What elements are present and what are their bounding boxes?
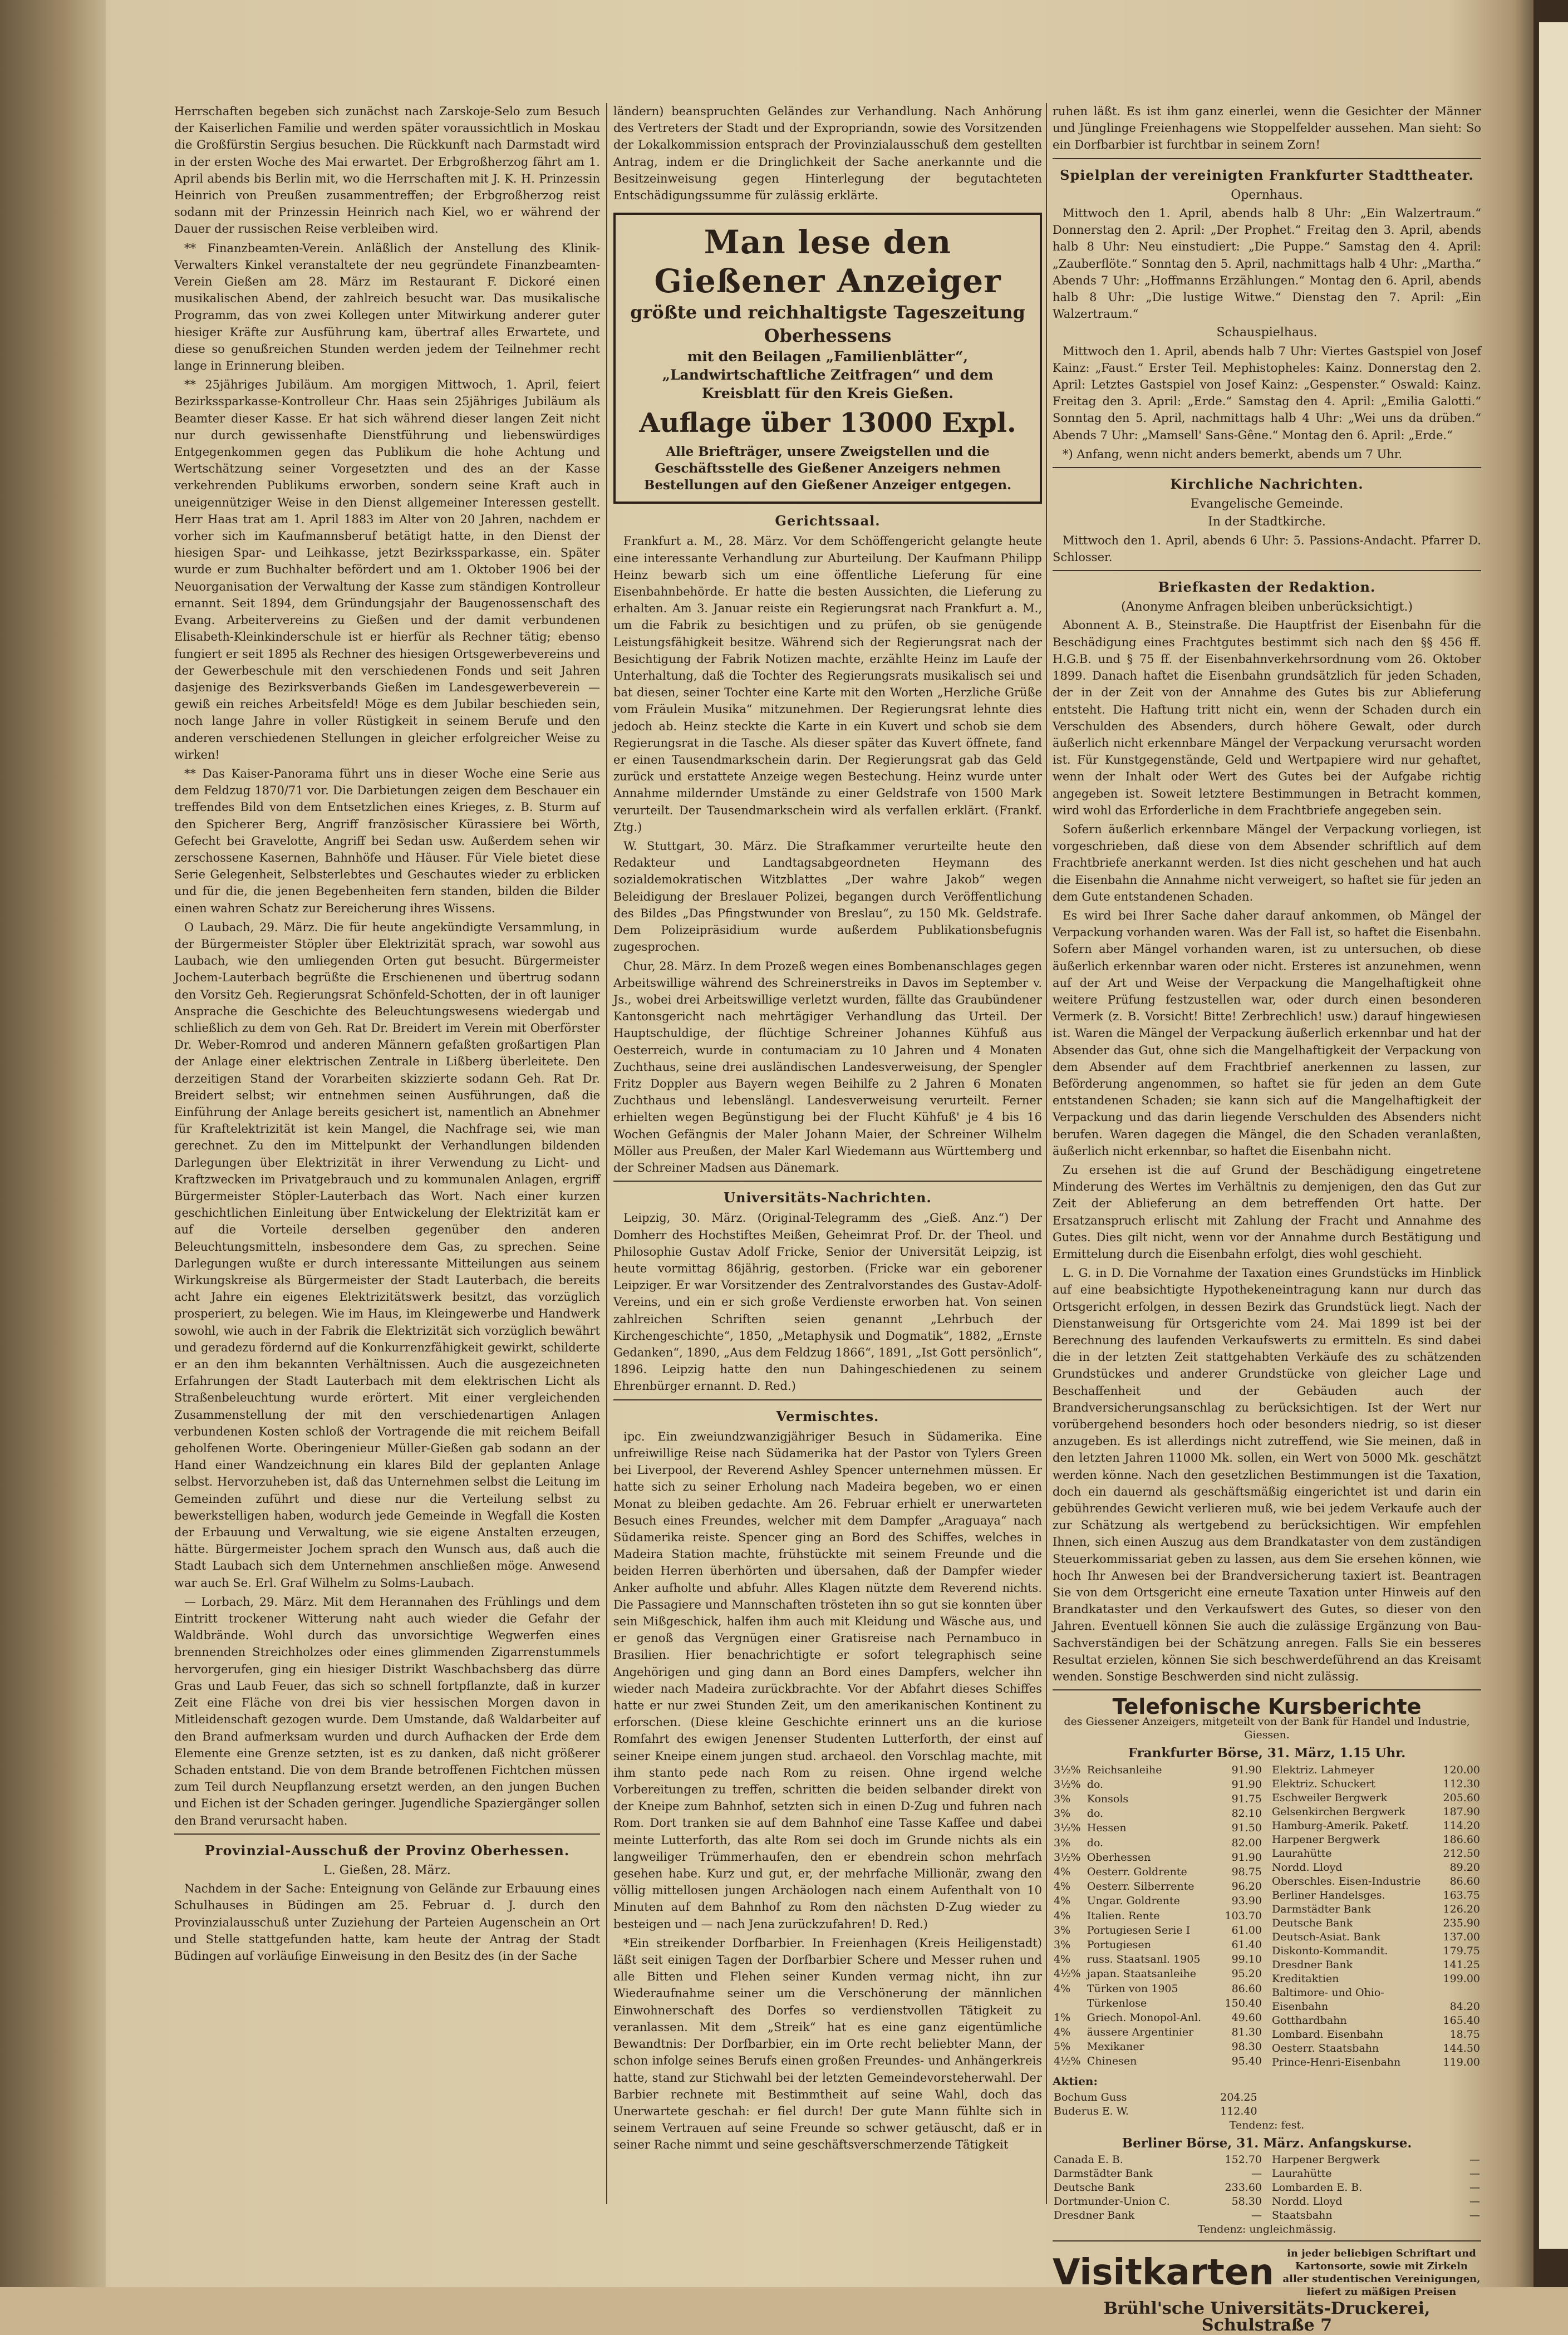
kurs-value: 99.10 xyxy=(1231,1953,1262,1966)
kurs-label: Türkenlose xyxy=(1087,1997,1147,2009)
kurs-row xyxy=(1053,1997,1263,2011)
briefkasten-answer-4: Zu ersehen ist die auf Grund der Beschädigung eingetretene Minderung des Wertes im Verhältnis zu demjenigen, den das Gut zur Zeit der Ablieferung an dem betreffenden Ort hatte. Der Ersatzanspruch erlischt mit Zahlung der Fracht und Annahme des Gutes. Dies gilt nicht, wenn vor der Annahme durch Bestätigung und Ermittelung durch die Eisenbahn erfolgt, dies wohl geschieht. xyxy=(1053,1163,1481,1261)
kurs-label: 4% xyxy=(1054,1895,1071,1908)
article-text: Herrschaften begeben sich zunächst nach Zarskoje-Selo zum Besuch der Kaiserlichen Familie und werden später voraussichtlich in Moskau die Großfürstin Sergius besuchen. Die Rückkunft nach Darmstadt wird in der ersten Woche des Mai erwartet. Der Erbgroßherzog fährt am 1. April abends bis Berlin mit, wo die Herrschaften mit J. K. H. Prinzessin Heinrich von Preußen zusammentreffen; der Erbgroßherzog reist sodann mit der Prinzessin Heinrich nach Kiel, wo er während der Dauer der russischen Reise verbleiben wird. xyxy=(174,105,600,236)
kurs-row xyxy=(1271,1930,1481,1944)
kurs-label: Diskonto-Kommandit. xyxy=(1272,1944,1388,1957)
kurs-label: Dresdner Bank xyxy=(1054,2209,1135,2222)
kurs-label: Chinesen xyxy=(1087,2055,1137,2068)
kurs-row xyxy=(1053,2026,1263,2040)
kurs-label: Oesterr. Staatsbahn xyxy=(1272,2042,1379,2054)
article-frankfurt: Frankfurt a. M., 28. März. Vor dem Schöffengericht gelangte heute eine interessante Verhandlung zur Aburteilung. Der Kaufmann Philipp Heinz bewarb sich um eine öffentliche Lieferung für eine Eisenbahnbehörde. Er hatte die besten Aussichten, die Lieferung zu erhalten. Am 3. Januar reiste ein Regierungsrat nach Frankfurt a. M., um die Fabrik zu besichtigen und zu prüfen, ob sie genügende Leistungsfähigkeit besitze. Während sich der Regierungsrat nach der Besichtigung der Fabrik Notizen machte, erzählte Heinz im Laufe der Unterhaltung, daß die Tochter des Regierungsrats musikalisch sei und bat diesen, seiner Tochter eine Karte mit den Worten „Herzliche Grüße vom Fräulein Musika“ mitzunehmen. Der Regierungsrat lehnte dies jedoch ab. Heinz steckte die Karte in ein Kuvert und schob sie dem Regierungsrat in die Tasche. Als dieser später das Kuvert öffnete, fand er einen Tausendmarkschein darin. Der Regierungsrat gab das Geld zurück und erstattete Anzeige wegen Bestechung. Heinz wurde unter Annahme mildernder Umstände zu einer Geldstrafe von 1500 Mark verurteilt. Der Tausendmarkschein wird als verfallen erklärt. (Frankf. Ztg.) xyxy=(613,534,1042,834)
schauspielhaus-program: Mittwoch den 1. April, abends halb 7 Uhr: Viertes Gastspiel von Josef Kainz: „Faust.“ Erster Teil. Mephistopheles: Kainz. Donnerstag den 2. April: Letztes Gastspiel von Josef Kainz: „Gespenster.“ Oswald: Kainz. Freitag den 3. April: „Erde.“ Samstag den 4. April: „Emilia Galotti.“ Sonntag den 5. April, nachmittags halb 4 Uhr: „Wei uns da drüben.“ Abends 7 Uhr: „Mamsell' Sans-Gêne.“ Montag den 6. April: „Erde.“ xyxy=(1053,344,1481,442)
berliner-boerse-heading: Berliner Börse, 31. März. Anfangskurse. xyxy=(1122,2135,1412,2151)
kurs-value: 119.00 xyxy=(1443,2056,1480,2068)
kurs-value: 163.75 xyxy=(1443,1889,1480,1901)
kurs-value: 212.50 xyxy=(1443,1847,1480,1860)
kurs-row xyxy=(1053,1807,1263,1821)
kurs-value: 150.40 xyxy=(1225,1997,1262,2009)
article-suedamerika: ipc. Ein zweiundzwanzigjähriger Besuch in Südamerika. Eine unfreiwillige Reise nach Südamerika hat der Pastor von Tylers Green bei Liverpool, der Reverend Ashley Spencer unternehmen müssen. Er hatte sich zu seiner Erholung nach Madeira begeben, wo er einen Monat zu bleiben gedachte. Am 26. Februar erhielt er unerwarteten Besuch eines Freundes, welcher mit dem Dampfer „Araguaya“ nach Südamerika reiste. Spencer ging an Bord des Schiffes, welches in Madeira Station machte, frühstückte mit seinem Freunde und die beiden Herren überhörten und übersahen, daß der Dampfer wieder Anker aufholte und abfuhr. Alles Klagen nützte dem Reverend nichts. Die Passagiere und Mannschaften trösteten ihn so gut sie konnten über sein Mißgeschick, halfen ihm auch mit Kleidung und Wäsche aus, und er genoß das Vergnügen einer Gratisreise nach Pernambuco in Brasilien. Hier benachrichtigte er sofort telegraphisch seine Angehörigen und ging dann an Bord eines Dampfers, welcher ihn wieder nach Madeira zurückbrachte. Vor der Abfahrt dieses Schiffes hatte er nur zwei Stunden Zeit, um den amerikanischen Kontinent zu erforschen. (Diese kleine Geschichte erinnert uns an die kuriose Romfahrt des ewigen Jenenser Studenten Lutterforth, der einst auf seiner Kneipe einem jungen stud. archaeol. den Vorschlag machte, mit ihm stanto pede nach Rom zu reisen. Ohne irgend welche Vorbereitungen zu treffen, schritten die beiden selbander direkt von der Kneipe zum Bahnhof, setzten sich in einen D-Zug und fuhren nach Rom. Dort tranken sie auf dem Bahnhof eine Tasse Kaffee und dabei meinte Lutterforth, das alte Rom sei doch im Grunde nichts als ein langweiliger Trümmerhaufen, den er ebendrein schon mehrfach gesehen habe. Kurz und gut, er, der mehrfache Millionär, zwang den völlig mittellosen jungen Archäologen nach einem Aufenthalt von 10 Minuten auf dem Bahnhof zu Rom den nächsten D-Zug wieder zu besteigen und — nach Jena zurückzufahren! D. Red.) xyxy=(613,1429,1042,1931)
column-rule-2 xyxy=(1046,103,1047,2204)
kurs-row xyxy=(1271,1889,1481,1903)
kurs-row xyxy=(1053,2054,1263,2069)
article-provinzial: Nachdem in der Sache: Enteignung von Gelände zur Erbauung eines Schulhauses in Büdingen am 25. Februar d. J. durch den Provinzialausschuß unter Zuziehung der Parteien Augenschein an Ort und Stelle stattgefunden hatte, kam heute der Antrag der Stadt Büdingen auf vorläufige Einweisung in den Besitz des (in der Sache xyxy=(174,1882,600,1963)
kurs-label: 4% xyxy=(1054,1866,1071,1878)
kurs-label: Dortmunder-Union C. xyxy=(1054,2195,1170,2208)
kurs-value: 179.75 xyxy=(1443,1944,1480,1957)
kurs-row xyxy=(1053,1894,1263,1909)
kurs-label: do. xyxy=(1087,1778,1104,1791)
divider xyxy=(1053,158,1481,159)
kurs-row xyxy=(1053,2181,1263,2195)
kurs-row xyxy=(1271,1819,1481,1833)
kurs-label: 4% xyxy=(1054,1880,1071,1893)
kurs-label: Oesterr. Silberrente xyxy=(1087,1880,1195,1893)
kursberichte-subtitle: des Giessener Anzeigers, mitgeteilt von der Bank für Handel und Industrie, Giessen. xyxy=(1064,1715,1470,1742)
aktien-label: Aktien: xyxy=(1053,2074,1098,2088)
kurs-value: — xyxy=(1469,2195,1480,2208)
kurs-label xyxy=(1053,1997,1086,2011)
ad-supplements: mit den Beilagen „Familienblätter“, „Landwirtschaftliche Zeitfragen“ und dem Kreisblatt für den Kreis Gießen. xyxy=(662,348,994,402)
kurs-label: Ungar. Goldrente xyxy=(1087,1895,1180,1908)
divider xyxy=(1053,570,1481,571)
advertisement-giessener-anzeiger xyxy=(613,213,1042,504)
kurs-label: Deutsch-Asiat. Bank xyxy=(1272,1930,1381,1943)
article-leipzig: Leipzig, 30. März. (Original-Telegramm des „Gieß. Anz.“) Der Domherr des Hochstiftes Meißen, Geheimrat Prof. Dr. der Theol. und Philosophie Gustav Adolf Fricke, Senior der Universität Leipzig, ist heute vormittag 86jährig, gestorben. (Fricke war ein geborener Leipziger. Er war Vorsitzender des Zentralvorstandes des Gustav-Adolf-Vereins, und ein er sich große Verdienste erworben hat. Von seinen zahlreichen Schriften seien genannt „Lehrbuch der Kirchengeschichte“, 1850, „Metaphysik und Dogmatik“, 1882, „Ernste Gedanken“, 1890, „Aus dem Feldzug 1866“, 1891, „Ist Gott persönlich“, 1896. Leipzig hatte den nun Dahingeschiedenen zu seinem Ehrenbürger ernannt. D. Red.) xyxy=(613,1211,1042,1393)
kurs-row xyxy=(1271,1916,1481,1930)
section-heading-provinzial: Provinzial-Ausschuß der Provinz Oberhessen. xyxy=(204,1842,570,1859)
kurs-label: Baltimore- und Ohio- xyxy=(1272,1986,1384,1999)
article-stuttgart: W. Stuttgart, 30. März. Die Strafkammer verurteilte heute den Redakteur und Landtagsabgeordneten Heymann des sozialdemokratischen Witzblattes „Der wahre Jakob“ wegen Beleidigung der Breslauer Polizei, begangen durch Veröffentlichung des Bildes „Das Pfingstwunder von Breslau“, zu 150 Mk. Geldstrafe. Dem Polizeipräsidium wurde außerdem Publikationsbefugnis zugesprochen. xyxy=(613,839,1042,954)
briefkasten-answer-1: Abonnent A. B., Steinstraße. Die Hauptfrist der Eisenbahn für die Beschädigung eines Frachtgutes bestimmt sich nach den §§ 456 ff. H.G.B. und § 75 ff. der Eisenbahnverkehrsordnung vom 26. Oktober 1899. Danach haftet die Eisenbahn grundsätzlich für jeden Schaden, der in der Zeit von der Annahme des Gutes bis zur Ablieferung entsteht. Die Haftung tritt nicht ein, wenn der Schaden durch ein Verschulden des Absenders, durch höhere Gewalt, oder durch äußerlich nicht erkennbare Mängel der Verpackung verursacht worden ist. Für Kunstgegenstände, Geld und Wertpapiere wird nur gehaftet, wenn der Inhalt oder Wert des Gutes bei der Aufgabe richtig angegeben ist. Soweit letztere Bestimmungen in Betracht kommen, wird wohl das Erforderliche in dem Frachtbriefe angegeben sein. xyxy=(1053,618,1481,817)
divider xyxy=(1053,1689,1481,1690)
kurs-label: 3½% xyxy=(1054,1778,1081,1791)
kurs-value: 81.30 xyxy=(1231,2026,1262,2039)
kurs-label: Mexikaner xyxy=(1087,2041,1144,2053)
kurs-tables xyxy=(1053,1763,1481,2069)
kurs-value: 204.25 xyxy=(1220,2091,1257,2103)
kurs-row xyxy=(1053,2167,1263,2181)
divider xyxy=(613,1399,1042,1400)
kurs-row xyxy=(1053,2040,1263,2054)
kurs-row xyxy=(1271,2209,1481,2223)
kurs-value: 91.75 xyxy=(1231,1793,1262,1806)
kurs-row xyxy=(1053,2153,1263,2167)
kurs-label: Buderus E. W. xyxy=(1054,2105,1129,2117)
kurs-value: 58.30 xyxy=(1231,2195,1262,2208)
kurs-value: 95.40 xyxy=(1231,2055,1262,2068)
kurs-label: 4% xyxy=(1054,1953,1071,1966)
kurs-label: Dresdner Bank xyxy=(1272,1958,1353,1971)
kurs-label: Hessen xyxy=(1087,1822,1127,1835)
kurs-value: 112.30 xyxy=(1443,1777,1480,1790)
kurs-label: Hamburg-Amerik. Paketf. xyxy=(1272,1819,1409,1832)
kurs-label: äussere Argentinier xyxy=(1087,2026,1194,2039)
kurs-value: 82.10 xyxy=(1231,1807,1262,1820)
briefkasten-note: (Anonyme Anfragen bleiben unberücksichtigt.) xyxy=(1121,600,1413,615)
kurs-value: 18.75 xyxy=(1449,2028,1480,2041)
berlin-tables xyxy=(1053,2153,1481,2223)
article-dorfbarbier: *Ein streikender Dorfbarbier. In Freienhagen (Kreis Heiligenstadt) läßt seit einigen Tagen der Dorfbarbier Schere und Messer ruhen und alle Bitten und Flehen seiner Kunden vermag nicht, ihn zur Wiederaufnahme seiner um die Verschönerung der männlichen Einwohnerschaft des Dorfes so verdienstvollen Tätigkeit zu veranlassen. Mit dem „Streik“ hat es eine ganz eigentümliche Bewandtnis: Der Dorfbarbier, ein im Orte recht beliebter Mann, der schon infolge seines Berufs einen großen Freundes- und Anhängerkreis hatte, stand zur Stichwahl bei der letzten Gemeindevorsteherwahl. Der Barbier rechnete mit Bestimmtheit auf seine Wahl, doch das Unerwartete geschah: er fiel durch! Der gute Mann fühlte sich in seinem Vertrauen auf seine Freunde so schwer getäuscht, daß er in seiner Rache nimmt und seine geschäftsverschmerzende Tätigkeit xyxy=(613,1936,1042,2152)
briefkasten-answer-3: Es wird bei Ihrer Sache daher darauf ankommen, ob Mängel der Verpackung vorhanden waren. Was der Fall ist, so haftet die Eisenbahn. Sofern aber Mängel vorhanden waren, ist zu untersuchen, ob diese äußerlich erkennbar waren oder nicht. Ersteres ist anzunehmen, wenn auf der Art und Weise der Verpackung die Mangelhaftigkeit ohne weitere Prüfung festzustellen war, oder durch einen besonderen Vermerk (z. B. Vorsicht! Bitte! Zerbrechlich! usw.) darauf hingewiesen ist. Waren die Mängel der Verpackung äußerlich erkennbar und hat der Absender das Gut, ohne sich die Mangelhaftigkeit der Verpackung von dem Absender auf dem Frachtbrief anerkennen zu lassen, zur Beförderung angenommen, so haftet sie für jeden an dem Gute entstandenen Schaden; sie kann sich auf die Mangelhaftigkeit der Verpackung und das darin liegende Verschulden des Absenders nicht berufen. Waren dagegen die Mängel, die den Schaden veranlaßten, äußerlich nicht erkennbar, so haftet die Eisenbahn nicht. xyxy=(1053,908,1481,1158)
kurs-value: 137.00 xyxy=(1443,1930,1480,1943)
kurs-value: 96.20 xyxy=(1231,1880,1262,1893)
kurs-label: Oberschles. Eisen-Industrie xyxy=(1272,1875,1421,1887)
kurs-value: 199.00 xyxy=(1443,1972,1480,1985)
kurs-row xyxy=(1053,1836,1263,1851)
kurs-value: — xyxy=(1251,2209,1262,2222)
article-text: ländern) beanspruchten Geländes zur Verhandlung. Nach Anhörung des Vertreters der Stadt und der Expropriandn, sowie des Vorsitzenden der Lokalkommission entsprach der Provinzialausschuß dem gestellten Antrag, indem er die Dringlichkeit der Sache anerkannte und die Besitzeinweisung gegen Hinterlegung der begutachteten Entschädigungssumme für zulässig erklärte. xyxy=(613,105,1042,203)
article-kaiser-panorama: ** Das Kaiser-Panorama führt uns in dieser Woche eine Serie aus dem Feldzug 1870/71 vor. Die Darbietungen zeigen dem Beschauer ein treffendes Bild von dem Entsetzlichen eines Krieges, z. B. Sturm auf den Spicherer Berg, Angriff französischer Kürassiere bei Wörth, Gefecht bei Gravelotte, Angriff bei Sedan usw. Außerdem sehen wir zerschossene Kasernen, Bahnhöfe und Häuser. Für Viele bietet diese Serie Gelegenheit, Selbsterlebtes und Geschautes wieder zu erblicken und für die, die jenen Begebenheiten fern standen, bilden die Bilder einen wahren Schatz zur Bereicherung ihres Wissens. xyxy=(174,766,600,915)
kurs-value: 98.75 xyxy=(1231,1866,1262,1878)
article-jubilaeum: ** 25jähriges Jubiläum. Am morgigen Mittwoch, 1. April, feiert Bezirkssparkasse-Kontrolleur Chr. Haas sein 25jähriges Jubiläum als Beamter dieser Kasse. Er hat sich während dieser langen Zeit nicht nur durch gewissenhafte Dienstführung und liebenswürdiges Entgegenkommen gegen das Publikum die hohe Achtung und Wertschätzung seiner Vorgesetzten und des an der Kasse verkehrenden Publikums erworben, sondern seine Kraft auch in uneigennütziger Weise in den Dienst allgemeiner Interessen gestellt. Herr Haas trat am 1. April 1883 im Alter von 20 Jahren, nachdem er vorher sich im Kaufmannsberuf betätigt hatte, in den Dienst der hiesigen Spar- und Leihkasse, jetzt Bezirkssparkasse, ein. Später wurde er zum Buchhalter befördert und am 1. Oktober 1906 bei der Neuorganisation der Verwaltung der Kasse zum ständigen Kontrolleur ernannt. Seit 1894, dem Gründungsjahr der Baugenossenschaft des Evang. Arbeitervereins zu Gießen und der damit verbundenen Elisabeth-Kleinkinderschule ist er hierfür als Rechner tätig; ebenso fungiert er seit 1895 als Rechner des hiesigen Ortsgewerbevereins und der Gewerbeschule mit den verschiedenen Fonds und seit Jahren dasjenige des Bezirksverbands Gießen im Landesgewerbeverein — gewiß ein reiches Arbeitsfeld! Möge es dem Jubilar beschieden sein, noch lange Jahre in voller Rüstigkeit in seinem Berufe und den anderen verschiedenen Stellungen in gleicher erfolgreicher Weise zu wirken! xyxy=(174,378,600,761)
kurs-row xyxy=(1271,1847,1481,1861)
kurs-label: Italien. Rente xyxy=(1087,1909,1160,1922)
kurs-label: Elektriz. Schuckert xyxy=(1272,1777,1375,1790)
column-rule-1 xyxy=(606,103,607,2204)
article-laubach: O Laubach, 29. März. Die für heute angekündigte Versammlung, in der Bürgermeister Stöpler über Elektrizität sprach, war sowohl aus Laubach, wie den umliegenden Orten gut besucht. Bürgermeister Jochem-Lauterbach begrüßte die Erschienenen und übertrug sodann den Vorsitz Geh. Regierungsrat Schönfeld-Schotten, der in oft launiger Ansprache die Geschichte des Beleuchtungswesens wiedergab und schließlich zu dem von Geh. Rat Dr. Breidert im Verein mit Oberförster Dr. Weber-Romrod und anderen Männern gefaßten großartigen Plan der Anlage einer elektrischen Zentrale in Lißberg überleitete. Den derzeitigen Stand der Vorarbeiten skizzierte sodann Geh. Rat Dr. Breidert selbst; wir entnehmen seinen Ausführungen, daß die Einführung der Anlage bereits gesichert ist, namentlich an Abnehmer für Kraftelektrizität ist kein Mangel, die Nachfrage sei, wie man gerechnet. Zu den im Mittelpunkt der Verhandlungen bildenden Darlegungen über Elektrizität in ihrer Verwendung zu Licht- und Kraftzwecken im Privatgebrauch und zu kommunalen Anlagen, ergriff Bürgermeister Stöpler-Lauterbach das Wort. Nach einer kurzen geschichtlichen Einleitung über Entwickelung der Elektrizität kam er auf die Vorteile derselben gegenüber den anderen Beleuchtungsmitteln, insbesondere dem Gas, zu sprechen. Seine Darlegungen wußte er durch interessante Mitteilungen aus seinem Wirkungskreise als Bürgermeister der Stadt Lauterbach, die bereits acht Jahre ein eigenes Elektrizitätswerk besitzt, das vorzüglich prosperiert, zu belegen. Wie im Haus, im Kleingewerbe und Handwerk sowohl, wie auch in der Fabrik die Elektrizität sich vorzüglich bewährt und geradezu fördernd auf die Konkurrenzfähigkeit gewirkt, schilderte er an den ihm bekannten Verhältnissen. Auch die ausgezeichneten Erfahrungen der Stadt Lauterbach mit dem elektrischen Licht als Straßenbeleuchtung wurde erörtert. Mit einer vergleichenden Zusammenstellung der mit den verschiedenartigen Anlagen verbundenen Kosten schloß der Vortragende die mit reichem Beifall geholfenen Worte. Oberingenieur Müller-Gießen gab sodann an der Hand einer Wandzeichnung ein klares Bild der geplanten Anlage selbst. Hervorzuheben ist, daß das Unternehmen selbst die Leitung im Gemeinden zuführt und diese nur die Verteilung selbst zu bewerkstelligen haben, wodurch jede Gemeinde in Wegfall die Kosten der Erbauung und Verwaltung, wie sie eigene Anstalten erzeugen, hätte. Bürgermeister Jochem sprach den Wunsch aus, daß auch die Stadt Laubach sich dem Unternehmen anschließen möge. Anwesend war auch Se. Erl. Graf Wilhelm zu Solms-Laubach. xyxy=(174,920,600,1590)
kurs-row xyxy=(1053,2091,1259,2105)
kurs-value: 84.20 xyxy=(1449,2000,1480,2013)
kurs-row xyxy=(1053,1865,1263,1880)
kurs-value: 93.90 xyxy=(1231,1895,1262,1908)
kurs-value: 98.30 xyxy=(1231,2041,1262,2053)
kurs-row xyxy=(1271,1903,1481,1916)
article-finanzbeamten: ** Finanzbeamten-Verein. Anläßlich der Anstellung des Klinik-Verwalters Kinkel veranstaltete der neu gegründete Finanzbeamten-Verein Gießen am 28. März im Restaurant F. Dickoré einen musikalischen Abend, der zahlreich besucht war. Das musikalische Programm, das von zwei Kollegen unter Mitwirkung anderer guter hiesiger Kräfte zur Ausführung kam, übertraf alles Erwartete, und diese so genußreichen Stunden werden jedem der Teilnehmer recht lange in Erinnerung bleiben. xyxy=(174,241,600,373)
kurs-label: japan. Staatsanleihe xyxy=(1087,1968,1196,1980)
kurs-row xyxy=(1053,2209,1263,2223)
kurs-value: 205.60 xyxy=(1443,1791,1480,1804)
kurs-label: 3% xyxy=(1054,1924,1071,1936)
kurs-row xyxy=(1271,1986,1481,2000)
kurs-row xyxy=(1271,1777,1481,1791)
divider xyxy=(613,1181,1042,1182)
column-3 xyxy=(1053,103,1481,2334)
kurs-value: 91.90 xyxy=(1231,1763,1262,1776)
kurs-label: 4% xyxy=(1054,1909,1071,1922)
kurs-label: Kreditaktien xyxy=(1272,1972,1339,1985)
article-chur: Chur, 28. März. In dem Prozeß wegen eines Bombenanschlages gegen Arbeitswillige während des Schreinerstreiks in Davos im September v. Js., wobei drei Arbeitswillige verletzt wurden, fällte das Graubündener Kantonsgericht nach mehrtägiger Verhandlung das Urteil. Der Hauptschuldige, der flüchtige Schreiner Johannes Kühfuß aus Oesterreich, wurde in contumaciam zu 10 Jahren und 4 Monaten Zuchthaus, seine drei ausländischen Landesverweisung, der Spengler Fritz Doppler aus Bayern wegen Beihilfe zu 2 Jahren 6 Monaten Zuchthaus und lebenslängl. Landesverweisung verurteilt. Ferner erhielten wegen Begünstigung bei der Flucht Kühfuß' je 4 bis 16 Wochen Gefängnis der Maler Johann Maier, der Schreiner Wilhelm Möller aus Preußen, der Maler Karl Wiedemann aus Württemberg und der Schreiner Madsen aus Dänemark. xyxy=(613,959,1042,1174)
kurs-value: 61.40 xyxy=(1231,1938,1262,1951)
divider xyxy=(1053,2240,1481,2241)
kurs-label: Oesterr. Goldrente xyxy=(1087,1866,1187,1878)
kurs-row xyxy=(1271,1875,1481,1889)
kurs-label: Darmstädter Bank xyxy=(1272,1903,1371,1915)
opernhaus-program: Mittwoch den 1. April, abends halb 8 Uhr: „Ein Walzertraum.“ Donnerstag den 2. April: „Der Prophet.“ Freitag den 3. April, abends halb 8 Uhr: Neu einstudiert: „Die Puppe.“ Samstag den 4. April: „Zauberflöte.“ Sonntag den 5. April, nachmittags halb 4 Uhr: „Martha.“ Abends 7 Uhr: „Hoffmanns Erzählungen.“ Montag den 6. April, abends halb 8 Uhr: „Die lustige Witwe.“ Dienstag den 7. April: „Ein Walzertraum.“ xyxy=(1053,207,1481,321)
kurs-row xyxy=(1271,1972,1481,1986)
kurs-row xyxy=(1053,1778,1263,1792)
kurs-label: Canada E. B. xyxy=(1054,2154,1123,2166)
ad-circulation: Auflage über 13000 Expl. xyxy=(639,407,1016,439)
kurs-label: Eisenbahn xyxy=(1272,2000,1329,2013)
kurs-label: Laurahütte xyxy=(1272,1847,1332,1860)
kurs-row xyxy=(1271,2195,1481,2209)
kurs-value: 126.20 xyxy=(1443,1903,1480,1915)
kurs-row xyxy=(1271,2153,1481,2167)
kurs-label: Türken von 1905 xyxy=(1087,1982,1178,1995)
kurs-value: 91.50 xyxy=(1231,1822,1262,1835)
kurs-label: Gelsenkirchen Bergwerk xyxy=(1272,1805,1405,1818)
subheading-opernhaus: Opernhaus. xyxy=(1231,188,1303,202)
tendenz-berlin: Tendenz: ungleichmässig. xyxy=(1197,2223,1336,2236)
kurs-label: 4% xyxy=(1054,1982,1071,1995)
kurs-row xyxy=(1053,1982,1263,1997)
kurs-label: Nordd. Lloyd xyxy=(1272,2195,1343,2208)
kurs-label: Reichsanleihe xyxy=(1087,1763,1162,1776)
subheading-schauspielhaus: Schauspielhaus. xyxy=(1216,326,1318,340)
kurs-value: 86.60 xyxy=(1449,1875,1480,1887)
kurs-row xyxy=(1271,2042,1481,2056)
kurs-value: 91.90 xyxy=(1231,1778,1262,1791)
tendenz-frankfurt: Tendenz: fest. xyxy=(1229,2118,1305,2131)
kurs-label: Bochum Guss xyxy=(1054,2091,1127,2103)
frankfurter-boerse-heading: Frankfurter Börse, 31. März, 1.15 Uhr. xyxy=(1128,1746,1406,1761)
kurs-label: 3½% xyxy=(1054,1763,1081,1776)
kurs-row xyxy=(1271,2056,1481,2069)
briefkasten-answer-2: Sofern äußerlich erkennbare Mängel der Verpackung vorliegen, ist vorgeschrieben, daß diese von dem Absender schriftlich auf dem Frachtbriefe anerkannt werden. Ist dies nicht geschehen und hat auch die Eisenbahn die Annahme nicht verweigert, so haftet sie für jeden an dem Gute entstandenen Schaden. xyxy=(1053,822,1481,903)
kurs-value: 165.40 xyxy=(1443,2014,1480,2027)
kurs-row xyxy=(1053,1967,1263,1982)
kurs-label: Gotthardbahn xyxy=(1272,2014,1347,2027)
kurs-label: Laurahütte xyxy=(1272,2167,1332,2180)
ad-subline: größte und reichhaltigste Tageszeitung Oberhessens xyxy=(630,302,1025,347)
ad-headline: Man lese den Gießener Anzeiger xyxy=(654,223,1001,301)
section-heading-spielplan: Spielplan der vereinigten Frankfurter Stadttheater. xyxy=(1060,166,1474,183)
kurs-value: 112.40 xyxy=(1220,2105,1257,2117)
kurs-label: Deutsche Bank xyxy=(1272,1916,1353,1929)
kurs-label: Portugiesen Serie I xyxy=(1087,1924,1191,1936)
kurs-row xyxy=(1271,1944,1481,1958)
article-text: ruhen läßt. Es ist ihm ganz einerlei, wenn die Gesichter der Männer und Jünglinge Freienhagens wie Stoppelfelder aussehen. Man sieht: So ein Dorfbarbier ist furchtbar in seinem Zorn! xyxy=(1053,105,1481,152)
kurs-row xyxy=(1053,1880,1263,1894)
kurs-label: russ. Staatsanl. 1905 xyxy=(1087,1953,1201,1966)
kurs-row xyxy=(1271,1861,1481,1875)
dateline: L. Gießen, 28. März. xyxy=(323,1863,451,1877)
kurs-row xyxy=(1271,1958,1481,1972)
kurs-row xyxy=(1053,1851,1263,1865)
adjacent-page-strip xyxy=(1539,22,1568,2249)
kurs-label: 4½% xyxy=(1054,1968,1081,1980)
visitkarten-printer: Brühl'sche Universitäts-Druckerei, Schulstraße 7 xyxy=(1103,2299,1431,2335)
ad-orders: Alle Briefträger, unsere Zweigstellen und die Geschäftsstelle des Gießener Anzeigers nehmen Bestellungen auf den Gießener Anzeiger entgegen. xyxy=(643,444,1012,493)
kurs-value: 114.20 xyxy=(1443,1819,1480,1832)
kurs-value: 186.60 xyxy=(1443,1833,1480,1846)
section-heading-vermischtes: Vermischtes. xyxy=(776,1408,879,1424)
briefkasten-answer-5: L. G. in D. Die Vornahme der Taxation eines Grundstücks im Hinblick auf eine beabsichtigte Hypothekeneintragung kann nur durch das Ortsgericht erfolgen, in dessen Bezirk das Grundstück liegt. Nach der Dienstanweisung für Ortsgerichte vom 24. Mai 1899 ist bei der Berechnung des laufenden Verkaufswerts zu ermitteln. Es sind dabei die in der letzten Zeit stattgehabten Verkäufe des zu schätzenden Grundstückes und anderer Grundstücke von gleicher Lage und Beschaffenheit und der Gebäuden auch der Brandversicherungsanschlag zu berücksichtigen. Ist der Wert nur vorübergehend besonders hoch oder besonders niedrig, so ist dieser anzugeben. Es ist allerdings nicht zutreffend, wie Sie meinen, daß in den letzten Jahren 11000 Mk. sollen, ein Wert von 5000 Mk. geschätzt werden könne. Nach den gesetzlichen Bestimmungen ist die Taxation, doch ein dauernd als geschäftsmäßig eingerichtet ist und darin ein gebührendes Gewicht verlieren muß, wie bei jedem Verkaufe auch der zur Schätzung als wertgebend zu berücksichtigen. Wir empfehlen Ihnen, sich einen Auszug aus dem Brandkataster von dem zuständigen Steuerkommissariat geben zu lassen, aus dem Sie ersehen können, wie hoch Ihr Anwesen bei der Brandversicherung taxiert ist. Beantragen Sie von dem Ortsgericht eine erneute Taxation unter Hinweis auf den Brandkataster und den Verkaufswert des Gutes, so dieser von den Jahren. Eventuell können Sie auch die zulässige Ergänzung von Bau-Sachverständigen bei der Schätzung anregen. Falls Sie ein besseres Resultat erzielen, können Sie sich beschwerdeführend an das Kreisamt wenden. Sonstige Beschwerden sind nicht zulässig. xyxy=(1053,1266,1481,1684)
subheading-stadtkirche: In der Stadtkirche. xyxy=(1208,515,1326,529)
kurs-label: Berliner Handelsges. xyxy=(1272,1889,1385,1901)
kurs-row xyxy=(1053,1924,1263,1938)
kurs-row xyxy=(1053,2011,1263,2026)
kurs-value: 86.60 xyxy=(1231,1982,1262,1995)
kurs-value: 89.20 xyxy=(1449,1861,1480,1874)
kurs-label: 1% xyxy=(1054,2011,1071,2024)
divider xyxy=(174,1833,600,1835)
kurs-row xyxy=(1053,1953,1263,1967)
kurs-value: 61.00 xyxy=(1231,1924,1262,1936)
section-heading-universitaet: Universitäts-Nachrichten. xyxy=(724,1189,932,1206)
kurs-row xyxy=(1053,2195,1263,2209)
subheading-gemeinde: Evangelische Gemeinde. xyxy=(1190,497,1344,512)
kurs-value: 235.90 xyxy=(1443,1916,1480,1929)
kurs-row xyxy=(1271,1763,1481,1777)
kurs-label: Portugiesen xyxy=(1087,1938,1151,1951)
kurs-row xyxy=(1271,2028,1481,2042)
kurs-table-left xyxy=(1053,1763,1263,2069)
visitkarten-headline: Visitkarten xyxy=(1053,2252,1274,2293)
kurs-label: do. xyxy=(1087,1807,1104,1820)
section-heading-briefkasten: Briefkasten der Redaktion. xyxy=(1158,579,1376,596)
kurs-value: 103.70 xyxy=(1225,1909,1262,1922)
kurs-value: 91.90 xyxy=(1231,1851,1262,1864)
visitkarten-text: in jeder beliebigen Schriftart und Kartonsorte, sowie mit Zirkeln aller studentischen Vereinigungen, liefert zu mäßigen Preisen xyxy=(1282,2248,1481,2298)
kurs-label: Griech. Monopol-Anl. xyxy=(1087,2011,1202,2024)
section-heading-gerichtssaal: Gerichtssaal. xyxy=(775,513,881,529)
kurs-value: 95.20 xyxy=(1231,1968,1262,1980)
kurs-label: Nordd. Lloyd xyxy=(1272,1861,1343,1874)
kurs-label: 3½% xyxy=(1054,1822,1081,1835)
kurs-value: 144.50 xyxy=(1443,2042,1480,2054)
kurs-value: 141.25 xyxy=(1443,1958,1480,1971)
kurs-value: 187.90 xyxy=(1443,1805,1480,1818)
kurs-label: Harpener Bergwerk xyxy=(1272,1833,1380,1846)
advertisement-visitkarten xyxy=(1053,2247,1481,2298)
kurs-value: — xyxy=(1469,2154,1480,2166)
kurs-value: — xyxy=(1469,2181,1480,2194)
kurs-row xyxy=(1053,1909,1263,1924)
kurs-label: Staatsbahn xyxy=(1272,2209,1333,2222)
kirche-notice: Mittwoch den 1. April, abends 6 Uhr: 5. Passions-Andacht. Pfarrer D. Schlosser. xyxy=(1053,533,1481,564)
kurs-row xyxy=(1053,1792,1263,1807)
kurs-value: — xyxy=(1469,2209,1480,2222)
kurs-label: 3% xyxy=(1054,1836,1071,1849)
kurs-label: Lombarden E. B. xyxy=(1272,2181,1363,2194)
kurs-label: Konsols xyxy=(1087,1793,1129,1806)
kurs-row xyxy=(1271,2000,1481,2014)
berlin-table-right xyxy=(1271,2153,1481,2223)
kurs-value xyxy=(1438,1986,1481,2000)
kurs-label: 5% xyxy=(1054,2041,1071,2053)
kurs-label: Deutsche Bank xyxy=(1054,2181,1135,2194)
kurs-label: Lombard. Eisenbahn xyxy=(1272,2028,1384,2041)
kurs-label: 4½% xyxy=(1054,2055,1081,2068)
kurs-row xyxy=(1271,2014,1481,2028)
kurs-label: do. xyxy=(1087,1836,1104,1849)
kursberichte-title: Telefonische Kursberichte xyxy=(1112,1694,1422,1719)
kurs-label: 3½% xyxy=(1054,1851,1081,1864)
kurs-table-right xyxy=(1271,1763,1481,2069)
kurs-row xyxy=(1271,2181,1481,2195)
kurs-label: 3% xyxy=(1054,1807,1071,1820)
kurs-label: Elektriz. Lahmeyer xyxy=(1272,1763,1375,1776)
kurs-value: 49.60 xyxy=(1231,2011,1262,2024)
column-1 xyxy=(174,103,600,1967)
kurs-row xyxy=(1271,1805,1481,1819)
kurs-label: Prince-Henri-Eisenbahn xyxy=(1272,2056,1401,2068)
kurs-row xyxy=(1053,2105,1259,2118)
kurs-label: Oberhessen xyxy=(1087,1851,1151,1864)
article-lorbach: — Lorbach, 29. März. Mit dem Herannahen des Frühlings und dem Eintritt trockener Witterung naht auch wieder die Gefahr der Waldbrände. Wohl durch das unvorsichtige Wegwerfen eines brennenden Streichholzes oder eines glimmenden Zigarrenstummels hervorgerufen, ging ein hiesiger Distrikt Waschbachsberg das dürre Gras und Laub Feuer, das sich so schnell fortpflanzte, daß in kurzer Zeit eine Fläche von drei bis vier hessischen Morgen davon in Mitleidenschaft gezogen wurde. Dem Umstande, daß Waldarbeiter auf den Brand aufmerksam wurden und durch Aufhacken der Erde dem Elemente eine Grenze setzten, ist es zu danken, daß nicht größerer Schaden entstand. Die von dem Brande betroffenen Fichtchen müssen zum Teil durch Neupflanzung ersetzt werden, an den jungen Buchen und Eichen ist der Schaden geringer. Jugendliche Spaziergänger sollen den Brand verursacht haben. xyxy=(174,1595,600,1827)
kurs-row xyxy=(1271,1791,1481,1805)
kurs-row xyxy=(1053,1821,1263,1836)
program-footnote: *) Anfang, wenn nicht anders bemerkt, abends um 7 Uhr. xyxy=(1063,447,1403,461)
kurs-value: — xyxy=(1251,2167,1262,2180)
kurs-label: 4% xyxy=(1054,2026,1071,2039)
column-2 xyxy=(613,103,1042,2156)
kurs-label: 3% xyxy=(1054,1938,1071,1951)
kurs-value: 233.60 xyxy=(1225,2181,1262,2194)
aktien-table xyxy=(1053,2091,1259,2118)
kurs-label: Eschweiler Bergwerk xyxy=(1272,1791,1388,1804)
kurs-value: 120.00 xyxy=(1443,1763,1480,1776)
kurs-row xyxy=(1053,1763,1263,1778)
divider xyxy=(1053,467,1481,468)
kurs-value: 152.70 xyxy=(1225,2154,1262,2166)
kurs-label: 3% xyxy=(1054,1793,1071,1806)
kurs-row xyxy=(1053,1938,1263,1953)
kurs-value: — xyxy=(1469,2167,1480,2180)
kurs-label: Harpener Bergwerk xyxy=(1272,2154,1380,2166)
page-fold-shadow xyxy=(0,0,106,2287)
section-heading-kirchliche: Kirchliche Nachrichten. xyxy=(1170,476,1364,493)
kurs-label: Darmstädter Bank xyxy=(1054,2167,1153,2180)
kurs-value: 82.00 xyxy=(1231,1836,1262,1849)
kurs-row xyxy=(1271,1833,1481,1847)
kurs-row xyxy=(1271,2167,1481,2181)
berlin-table-left xyxy=(1053,2153,1263,2223)
